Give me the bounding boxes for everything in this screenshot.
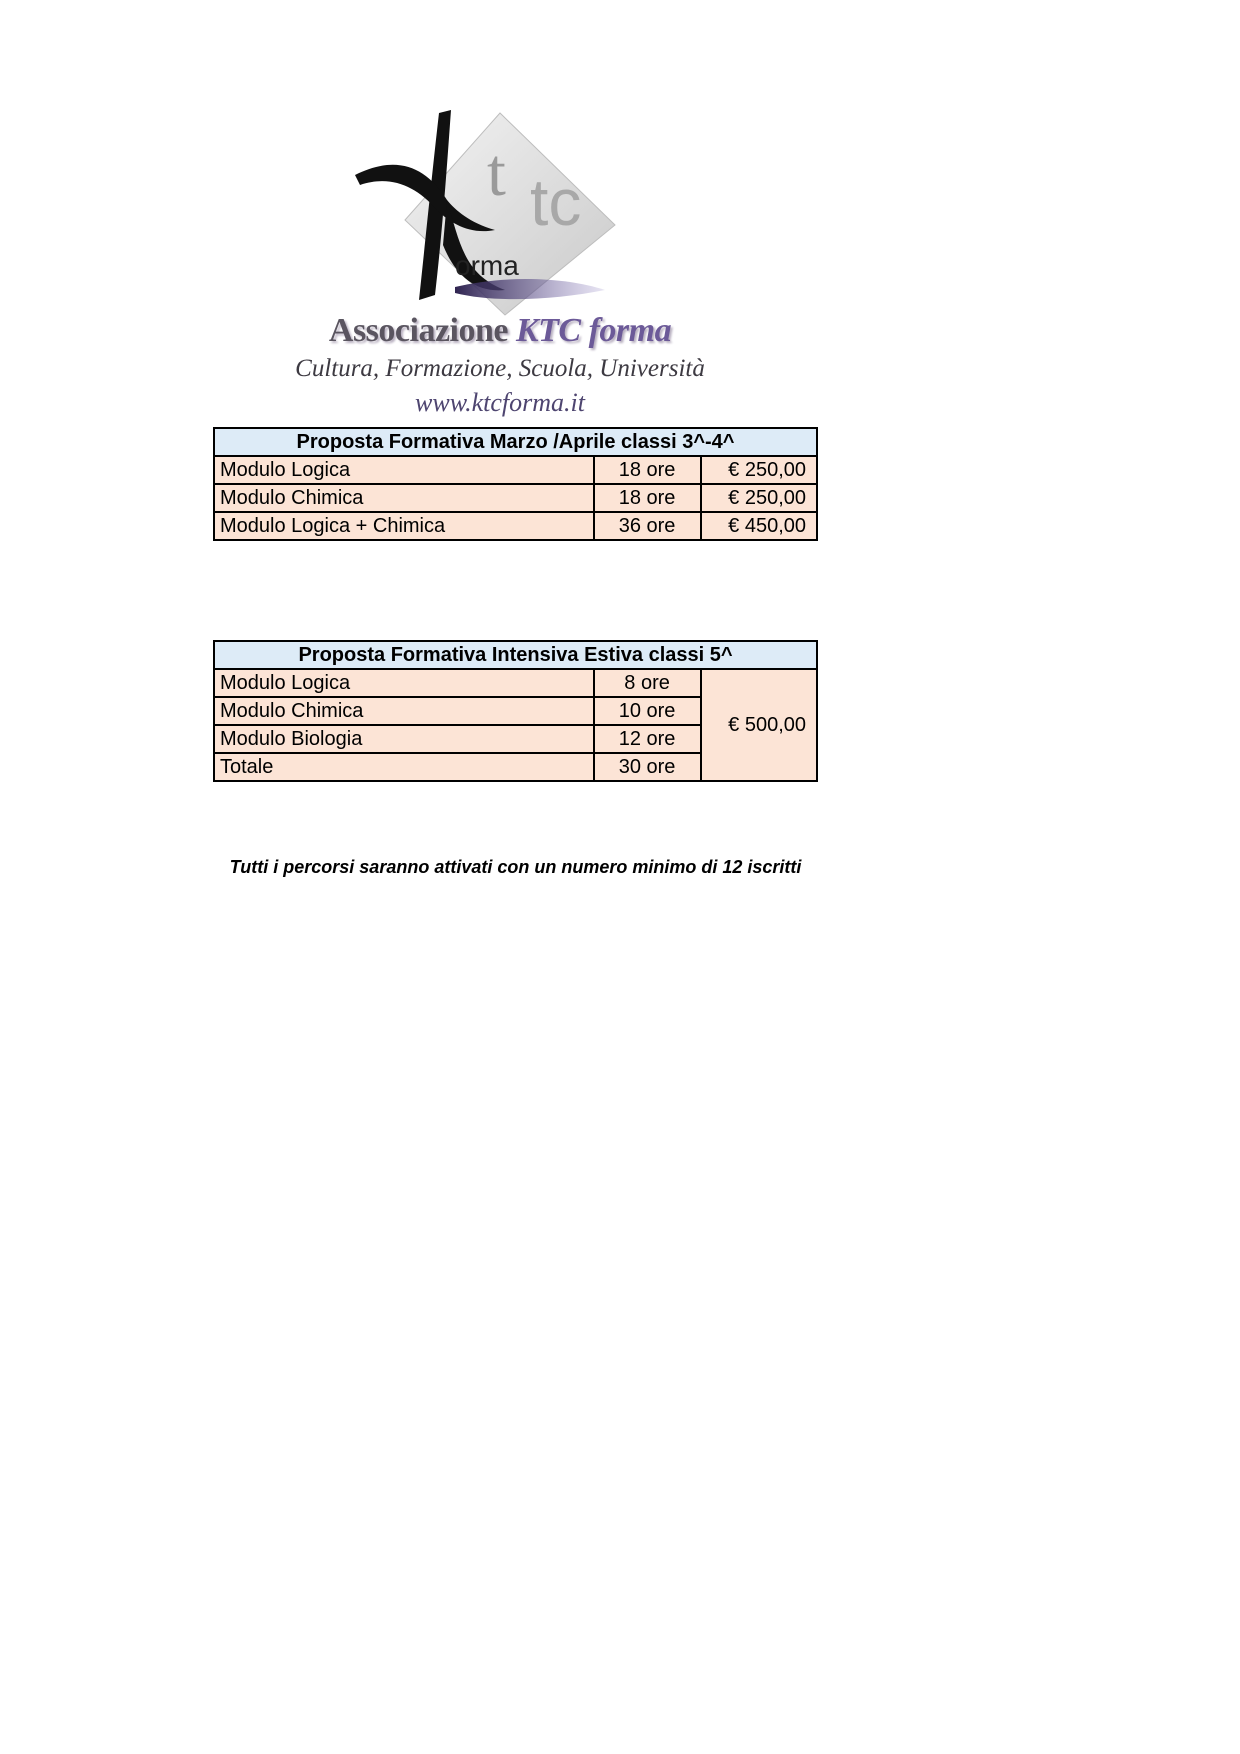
module-hours: 18 ore <box>594 484 701 512</box>
logo-mark-sub: orma <box>455 250 519 281</box>
table-row <box>214 484 817 512</box>
module-price: € 450,00 <box>701 512 817 540</box>
org-name-brand: KTC forma <box>515 312 672 349</box>
table-title: Proposta Formativa Marzo /Aprile classi 3^-4^ <box>214 428 817 456</box>
module-name: Modulo Logica + Chimica <box>214 512 594 540</box>
module-name: Modulo Chimica <box>214 697 594 725</box>
module-name: Modulo Biologia <box>214 725 594 753</box>
logo-mark-text: tc <box>530 165 582 239</box>
svg-text:t: t <box>487 134 506 210</box>
offer-table-march-april <box>213 427 818 541</box>
module-name: Modulo Logica <box>214 456 594 484</box>
org-name-prefix: Associazione <box>328 312 508 349</box>
org-tagline: Cultura, Formazione, Scuola, Università <box>295 355 705 382</box>
offer-table-summer-intensive <box>213 640 818 782</box>
module-hours: 12 ore <box>594 725 701 753</box>
ktc-logo <box>355 105 630 320</box>
module-hours: 18 ore <box>594 456 701 484</box>
module-price: € 250,00 <box>701 484 817 512</box>
module-price: € 250,00 <box>701 456 817 484</box>
module-name: Modulo Chimica <box>214 484 594 512</box>
org-website: www.ktcforma.it <box>415 388 585 417</box>
module-hours: 30 ore <box>594 753 701 781</box>
org-name <box>250 312 750 350</box>
table-row <box>214 512 817 540</box>
table-title: Proposta Formativa Intensiva Estiva classi 5^ <box>214 641 817 669</box>
package-price: € 500,00 <box>701 669 817 781</box>
table-row <box>214 456 817 484</box>
module-hours: 8 ore <box>594 669 701 697</box>
module-name: Totale <box>214 753 594 781</box>
module-name: Modulo Logica <box>214 669 594 697</box>
table-row <box>214 669 817 697</box>
module-hours: 10 ore <box>594 697 701 725</box>
activation-note: Tutti i percorsi saranno attivati con un numero minimo di 12 iscritti <box>229 857 802 877</box>
module-hours: 36 ore <box>594 512 701 540</box>
